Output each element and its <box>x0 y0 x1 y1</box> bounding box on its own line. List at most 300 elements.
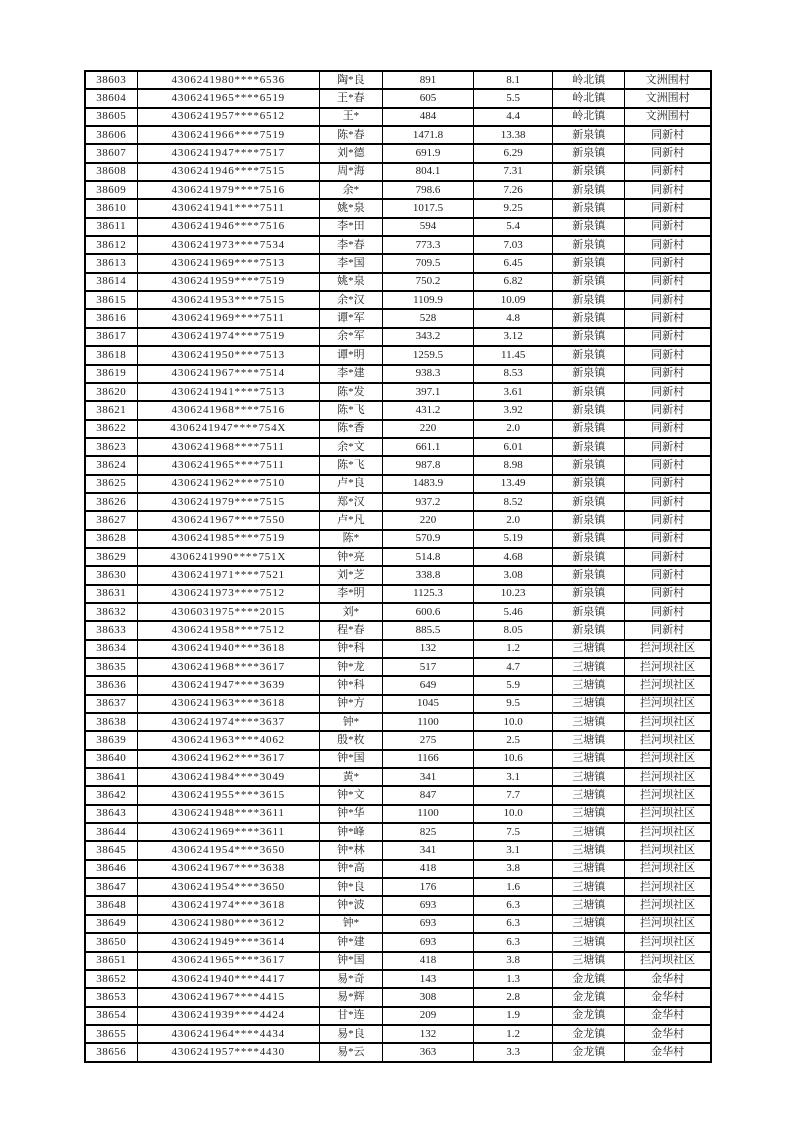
cell-amount: 308 <box>382 988 473 1006</box>
cell-village: 同新村 <box>625 144 711 162</box>
cell-serial: 38626 <box>85 493 137 511</box>
cell-village: 拦河坝社区 <box>625 731 711 749</box>
cell-area: 1.2 <box>474 1025 553 1043</box>
records-table-body <box>85 71 711 1062</box>
cell-village: 拦河坝社区 <box>625 786 711 804</box>
table-row <box>85 346 711 364</box>
cell-town: 新泉镇 <box>553 328 625 346</box>
cell-name: 钟*科 <box>319 640 382 658</box>
cell-town: 三塘镇 <box>553 695 625 713</box>
cell-amount: 691.9 <box>382 144 473 162</box>
table-row <box>85 658 711 676</box>
cell-id-number: 4306241946****7516 <box>137 218 319 236</box>
cell-village: 同新村 <box>625 438 711 456</box>
cell-village: 拦河坝社区 <box>625 952 711 970</box>
cell-village: 拦河坝社区 <box>625 750 711 768</box>
cell-town: 新泉镇 <box>553 530 625 548</box>
cell-area: 3.1 <box>474 768 553 786</box>
cell-name: 李*建 <box>319 365 382 383</box>
cell-amount: 220 <box>382 511 473 529</box>
cell-id-number: 4306241947****3639 <box>137 676 319 694</box>
cell-name: 钟*亮 <box>319 548 382 566</box>
cell-town: 新泉镇 <box>553 346 625 364</box>
cell-village: 拦河坝社区 <box>625 841 711 859</box>
cell-id-number: 4306241958****7512 <box>137 621 319 639</box>
cell-town: 三塘镇 <box>553 676 625 694</box>
cell-serial: 38628 <box>85 530 137 548</box>
cell-name: 余*军 <box>319 328 382 346</box>
cell-town: 新泉镇 <box>553 585 625 603</box>
cell-amount: 693 <box>382 896 473 914</box>
cell-amount: 693 <box>382 915 473 933</box>
cell-village: 同新村 <box>625 309 711 327</box>
cell-town: 三塘镇 <box>553 841 625 859</box>
cell-id-number: 4306241969****7511 <box>137 309 319 327</box>
cell-id-number: 4306241947****7517 <box>137 144 319 162</box>
cell-id-number: 4306241967****4415 <box>137 988 319 1006</box>
cell-serial: 38603 <box>85 71 137 89</box>
cell-area: 3.92 <box>474 401 553 419</box>
cell-serial: 38654 <box>85 1007 137 1025</box>
cell-area: 6.3 <box>474 915 553 933</box>
table-row <box>85 420 711 438</box>
cell-id-number: 4306241980****6536 <box>137 71 319 89</box>
cell-serial: 38609 <box>85 181 137 199</box>
cell-name: 刘*芝 <box>319 566 382 584</box>
cell-village: 同新村 <box>625 621 711 639</box>
cell-serial: 38642 <box>85 786 137 804</box>
cell-village: 拦河坝社区 <box>625 915 711 933</box>
cell-amount: 649 <box>382 676 473 694</box>
table-row <box>85 71 711 89</box>
cell-id-number: 4306241967****7550 <box>137 511 319 529</box>
cell-name: 钟*峰 <box>319 823 382 841</box>
cell-town: 新泉镇 <box>553 621 625 639</box>
cell-amount: 605 <box>382 89 473 107</box>
table-row <box>85 89 711 107</box>
cell-name: 钟*建 <box>319 933 382 951</box>
cell-amount: 825 <box>382 823 473 841</box>
cell-area: 7.31 <box>474 163 553 181</box>
cell-amount: 570.9 <box>382 530 473 548</box>
cell-area: 4.7 <box>474 658 553 676</box>
cell-town: 新泉镇 <box>553 401 625 419</box>
cell-town: 新泉镇 <box>553 309 625 327</box>
cell-area: 8.05 <box>474 621 553 639</box>
cell-area: 4.4 <box>474 108 553 126</box>
cell-town: 岭北镇 <box>553 89 625 107</box>
cell-name: 陈*春 <box>319 126 382 144</box>
cell-name: 钟*华 <box>319 805 382 823</box>
cell-area: 5.5 <box>474 89 553 107</box>
cell-town: 金龙镇 <box>553 1043 625 1061</box>
cell-name: 刘*德 <box>319 144 382 162</box>
cell-town: 新泉镇 <box>553 548 625 566</box>
cell-village: 同新村 <box>625 530 711 548</box>
cell-town: 新泉镇 <box>553 566 625 584</box>
cell-area: 3.8 <box>474 860 553 878</box>
cell-serial: 38631 <box>85 585 137 603</box>
cell-amount: 600.6 <box>382 603 473 621</box>
cell-town: 新泉镇 <box>553 511 625 529</box>
cell-area: 3.12 <box>474 328 553 346</box>
cell-village: 文洲围村 <box>625 71 711 89</box>
table-row <box>85 786 711 804</box>
cell-amount: 341 <box>382 841 473 859</box>
cell-area: 3.08 <box>474 566 553 584</box>
cell-name: 易*良 <box>319 1025 382 1043</box>
cell-area: 5.46 <box>474 603 553 621</box>
table-row <box>85 199 711 217</box>
cell-area: 7.03 <box>474 236 553 254</box>
cell-area: 13.38 <box>474 126 553 144</box>
table-row <box>85 585 711 603</box>
cell-serial: 38643 <box>85 805 137 823</box>
cell-name: 钟*林 <box>319 841 382 859</box>
cell-name: 余* <box>319 181 382 199</box>
table-row <box>85 309 711 327</box>
cell-town: 新泉镇 <box>553 291 625 309</box>
cell-amount: 132 <box>382 640 473 658</box>
cell-area: 10.0 <box>474 713 553 731</box>
cell-amount: 338.8 <box>382 566 473 584</box>
table-row <box>85 456 711 474</box>
cell-village: 文洲围村 <box>625 108 711 126</box>
cell-serial: 38612 <box>85 236 137 254</box>
cell-serial: 38647 <box>85 878 137 896</box>
cell-serial: 38621 <box>85 401 137 419</box>
cell-name: 王* <box>319 108 382 126</box>
cell-name: 程*春 <box>319 621 382 639</box>
cell-name: 殷*枚 <box>319 731 382 749</box>
cell-amount: 987.8 <box>382 456 473 474</box>
cell-area: 9.5 <box>474 695 553 713</box>
cell-name: 姚*泉 <box>319 199 382 217</box>
cell-village: 同新村 <box>625 511 711 529</box>
cell-name: 谭*军 <box>319 309 382 327</box>
cell-name: 刘* <box>319 603 382 621</box>
cell-id-number: 4306241950****7513 <box>137 346 319 364</box>
table-row <box>85 805 711 823</box>
cell-serial: 38611 <box>85 218 137 236</box>
cell-id-number: 4306241953****7515 <box>137 291 319 309</box>
cell-amount: 1109.9 <box>382 291 473 309</box>
cell-town: 新泉镇 <box>553 236 625 254</box>
cell-village: 金华村 <box>625 1007 711 1025</box>
cell-serial: 38656 <box>85 1043 137 1061</box>
cell-serial: 38650 <box>85 933 137 951</box>
cell-id-number: 4306241947****754X <box>137 420 319 438</box>
cell-area: 6.01 <box>474 438 553 456</box>
cell-serial: 38620 <box>85 383 137 401</box>
cell-village: 拦河坝社区 <box>625 713 711 731</box>
cell-village: 同新村 <box>625 475 711 493</box>
cell-name: 陈*飞 <box>319 456 382 474</box>
cell-id-number: 4306241946****7515 <box>137 163 319 181</box>
cell-town: 新泉镇 <box>553 144 625 162</box>
cell-serial: 38604 <box>85 89 137 107</box>
cell-town: 三塘镇 <box>553 878 625 896</box>
cell-serial: 38634 <box>85 640 137 658</box>
cell-name: 陈*香 <box>319 420 382 438</box>
cell-village: 同新村 <box>625 199 711 217</box>
cell-area: 5.4 <box>474 218 553 236</box>
cell-amount: 143 <box>382 970 473 988</box>
cell-serial: 38644 <box>85 823 137 841</box>
cell-name: 李*国 <box>319 254 382 272</box>
cell-name: 卢*良 <box>319 475 382 493</box>
cell-id-number: 4306241941****7511 <box>137 199 319 217</box>
cell-town: 金龙镇 <box>553 1007 625 1025</box>
table-row <box>85 952 711 970</box>
cell-town: 岭北镇 <box>553 71 625 89</box>
cell-town: 新泉镇 <box>553 493 625 511</box>
table-row <box>85 915 711 933</box>
cell-amount: 1483.9 <box>382 475 473 493</box>
cell-name: 郑*汉 <box>319 493 382 511</box>
table-row <box>85 126 711 144</box>
table-row <box>85 365 711 383</box>
cell-amount: 341 <box>382 768 473 786</box>
cell-serial: 38613 <box>85 254 137 272</box>
cell-area: 10.0 <box>474 805 553 823</box>
table-row <box>85 530 711 548</box>
table-row <box>85 291 711 309</box>
cell-village: 同新村 <box>625 548 711 566</box>
cell-serial: 38618 <box>85 346 137 364</box>
cell-village: 同新村 <box>625 603 711 621</box>
cell-serial: 38632 <box>85 603 137 621</box>
cell-name: 甘*连 <box>319 1007 382 1025</box>
table-row <box>85 548 711 566</box>
table-row <box>85 273 711 291</box>
cell-id-number: 4306241974****3637 <box>137 713 319 731</box>
cell-town: 三塘镇 <box>553 786 625 804</box>
cell-village: 同新村 <box>625 401 711 419</box>
cell-village: 金华村 <box>625 988 711 1006</box>
cell-area: 8.53 <box>474 365 553 383</box>
cell-village: 同新村 <box>625 585 711 603</box>
cell-area: 9.25 <box>474 199 553 217</box>
cell-village: 同新村 <box>625 254 711 272</box>
cell-village: 拦河坝社区 <box>625 640 711 658</box>
table-row <box>85 621 711 639</box>
table-row <box>85 566 711 584</box>
cell-village: 拦河坝社区 <box>625 805 711 823</box>
cell-name: 周*海 <box>319 163 382 181</box>
cell-name: 李*明 <box>319 585 382 603</box>
cell-area: 2.8 <box>474 988 553 1006</box>
cell-amount: 847 <box>382 786 473 804</box>
cell-area: 10.23 <box>474 585 553 603</box>
cell-village: 拦河坝社区 <box>625 860 711 878</box>
cell-id-number: 4306241979****7515 <box>137 493 319 511</box>
cell-area: 7.7 <box>474 786 553 804</box>
cell-serial: 38606 <box>85 126 137 144</box>
cell-id-number: 4306241948****3611 <box>137 805 319 823</box>
cell-id-number: 4306241980****3612 <box>137 915 319 933</box>
cell-name: 钟*科 <box>319 676 382 694</box>
cell-amount: 1100 <box>382 713 473 731</box>
cell-name: 钟* <box>319 915 382 933</box>
cell-name: 易*云 <box>319 1043 382 1061</box>
cell-town: 新泉镇 <box>553 438 625 456</box>
cell-amount: 798.6 <box>382 181 473 199</box>
cell-name: 易*辉 <box>319 988 382 1006</box>
cell-serial: 38610 <box>85 199 137 217</box>
cell-id-number: 4306241985****7519 <box>137 530 319 548</box>
cell-village: 同新村 <box>625 420 711 438</box>
cell-id-number: 4306241955****3615 <box>137 786 319 804</box>
cell-town: 新泉镇 <box>553 163 625 181</box>
cell-town: 三塘镇 <box>553 658 625 676</box>
cell-id-number: 4306241974****3618 <box>137 896 319 914</box>
cell-serial: 38646 <box>85 860 137 878</box>
cell-area: 2.0 <box>474 420 553 438</box>
cell-area: 1.9 <box>474 1007 553 1025</box>
table-row <box>85 383 711 401</box>
cell-amount: 804.1 <box>382 163 473 181</box>
table-row <box>85 970 711 988</box>
cell-village: 同新村 <box>625 346 711 364</box>
cell-town: 新泉镇 <box>553 365 625 383</box>
cell-serial: 38627 <box>85 511 137 529</box>
cell-name: 姚*泉 <box>319 273 382 291</box>
cell-town: 金龙镇 <box>553 1025 625 1043</box>
cell-serial: 38622 <box>85 420 137 438</box>
cell-village: 金华村 <box>625 970 711 988</box>
cell-village: 同新村 <box>625 365 711 383</box>
cell-amount: 709.5 <box>382 254 473 272</box>
cell-serial: 38637 <box>85 695 137 713</box>
cell-id-number: 4306241965****6519 <box>137 89 319 107</box>
cell-id-number: 4306241968****7516 <box>137 401 319 419</box>
cell-name: 钟*国 <box>319 750 382 768</box>
cell-serial: 38653 <box>85 988 137 1006</box>
cell-amount: 661.1 <box>382 438 473 456</box>
cell-name: 谭*明 <box>319 346 382 364</box>
table-row <box>85 328 711 346</box>
table-row <box>85 823 711 841</box>
cell-id-number: 4306241964****4434 <box>137 1025 319 1043</box>
cell-amount: 1471.8 <box>382 126 473 144</box>
cell-serial: 38629 <box>85 548 137 566</box>
cell-town: 三塘镇 <box>553 731 625 749</box>
cell-town: 三塘镇 <box>553 750 625 768</box>
cell-amount: 1259.5 <box>382 346 473 364</box>
cell-id-number: 4306241954****3650 <box>137 878 319 896</box>
cell-town: 新泉镇 <box>553 181 625 199</box>
cell-area: 8.1 <box>474 71 553 89</box>
table-row <box>85 750 711 768</box>
table-row <box>85 163 711 181</box>
cell-name: 钟*波 <box>319 896 382 914</box>
cell-id-number: 4306241965****3617 <box>137 952 319 970</box>
cell-town: 三塘镇 <box>553 640 625 658</box>
cell-village: 同新村 <box>625 163 711 181</box>
cell-serial: 38639 <box>85 731 137 749</box>
cell-village: 拦河坝社区 <box>625 896 711 914</box>
cell-area: 1.6 <box>474 878 553 896</box>
cell-town: 新泉镇 <box>553 254 625 272</box>
cell-amount: 418 <box>382 952 473 970</box>
cell-area: 10.6 <box>474 750 553 768</box>
table-row <box>85 731 711 749</box>
cell-village: 同新村 <box>625 236 711 254</box>
cell-village: 同新村 <box>625 273 711 291</box>
cell-id-number: 4306241962****3617 <box>137 750 319 768</box>
cell-name: 钟*龙 <box>319 658 382 676</box>
cell-name: 钟*高 <box>319 860 382 878</box>
cell-serial: 38619 <box>85 365 137 383</box>
cell-serial: 38641 <box>85 768 137 786</box>
cell-village: 同新村 <box>625 493 711 511</box>
cell-serial: 38638 <box>85 713 137 731</box>
cell-area: 7.26 <box>474 181 553 199</box>
cell-area: 1.2 <box>474 640 553 658</box>
cell-amount: 484 <box>382 108 473 126</box>
records-table <box>84 70 712 1063</box>
cell-serial: 38651 <box>85 952 137 970</box>
cell-town: 新泉镇 <box>553 456 625 474</box>
table-row <box>85 695 711 713</box>
cell-serial: 38652 <box>85 970 137 988</box>
cell-amount: 528 <box>382 309 473 327</box>
cell-name: 易*奇 <box>319 970 382 988</box>
cell-id-number: 4306241957****6512 <box>137 108 319 126</box>
cell-name: 钟* <box>319 713 382 731</box>
cell-town: 三塘镇 <box>553 805 625 823</box>
table-row <box>85 988 711 1006</box>
cell-town: 三塘镇 <box>553 933 625 951</box>
cell-serial: 38615 <box>85 291 137 309</box>
cell-name: 陈* <box>319 530 382 548</box>
cell-name: 黄* <box>319 768 382 786</box>
cell-village: 拦河坝社区 <box>625 676 711 694</box>
cell-area: 6.3 <box>474 933 553 951</box>
cell-amount: 594 <box>382 218 473 236</box>
table-row <box>85 511 711 529</box>
cell-village: 同新村 <box>625 383 711 401</box>
cell-area: 3.3 <box>474 1043 553 1061</box>
cell-amount: 938.3 <box>382 365 473 383</box>
cell-amount: 693 <box>382 933 473 951</box>
cell-area: 2.5 <box>474 731 553 749</box>
cell-id-number: 4306241984****3049 <box>137 768 319 786</box>
cell-village: 同新村 <box>625 181 711 199</box>
cell-village: 金华村 <box>625 1043 711 1061</box>
table-row <box>85 1007 711 1025</box>
cell-area: 11.45 <box>474 346 553 364</box>
cell-id-number: 4306241968****3617 <box>137 658 319 676</box>
cell-serial: 38648 <box>85 896 137 914</box>
cell-town: 新泉镇 <box>553 126 625 144</box>
cell-serial: 38623 <box>85 438 137 456</box>
cell-serial: 38625 <box>85 475 137 493</box>
table-row <box>85 475 711 493</box>
cell-town: 新泉镇 <box>553 475 625 493</box>
cell-name: 余*文 <box>319 438 382 456</box>
cell-name: 陈*发 <box>319 383 382 401</box>
cell-town: 金龙镇 <box>553 970 625 988</box>
cell-id-number: 4306241979****7516 <box>137 181 319 199</box>
cell-id-number: 4306241966****7519 <box>137 126 319 144</box>
cell-id-number: 4306241990****751X <box>137 548 319 566</box>
cell-amount: 343.2 <box>382 328 473 346</box>
table-row <box>85 254 711 272</box>
cell-village: 同新村 <box>625 456 711 474</box>
cell-id-number: 4306241969****3611 <box>137 823 319 841</box>
